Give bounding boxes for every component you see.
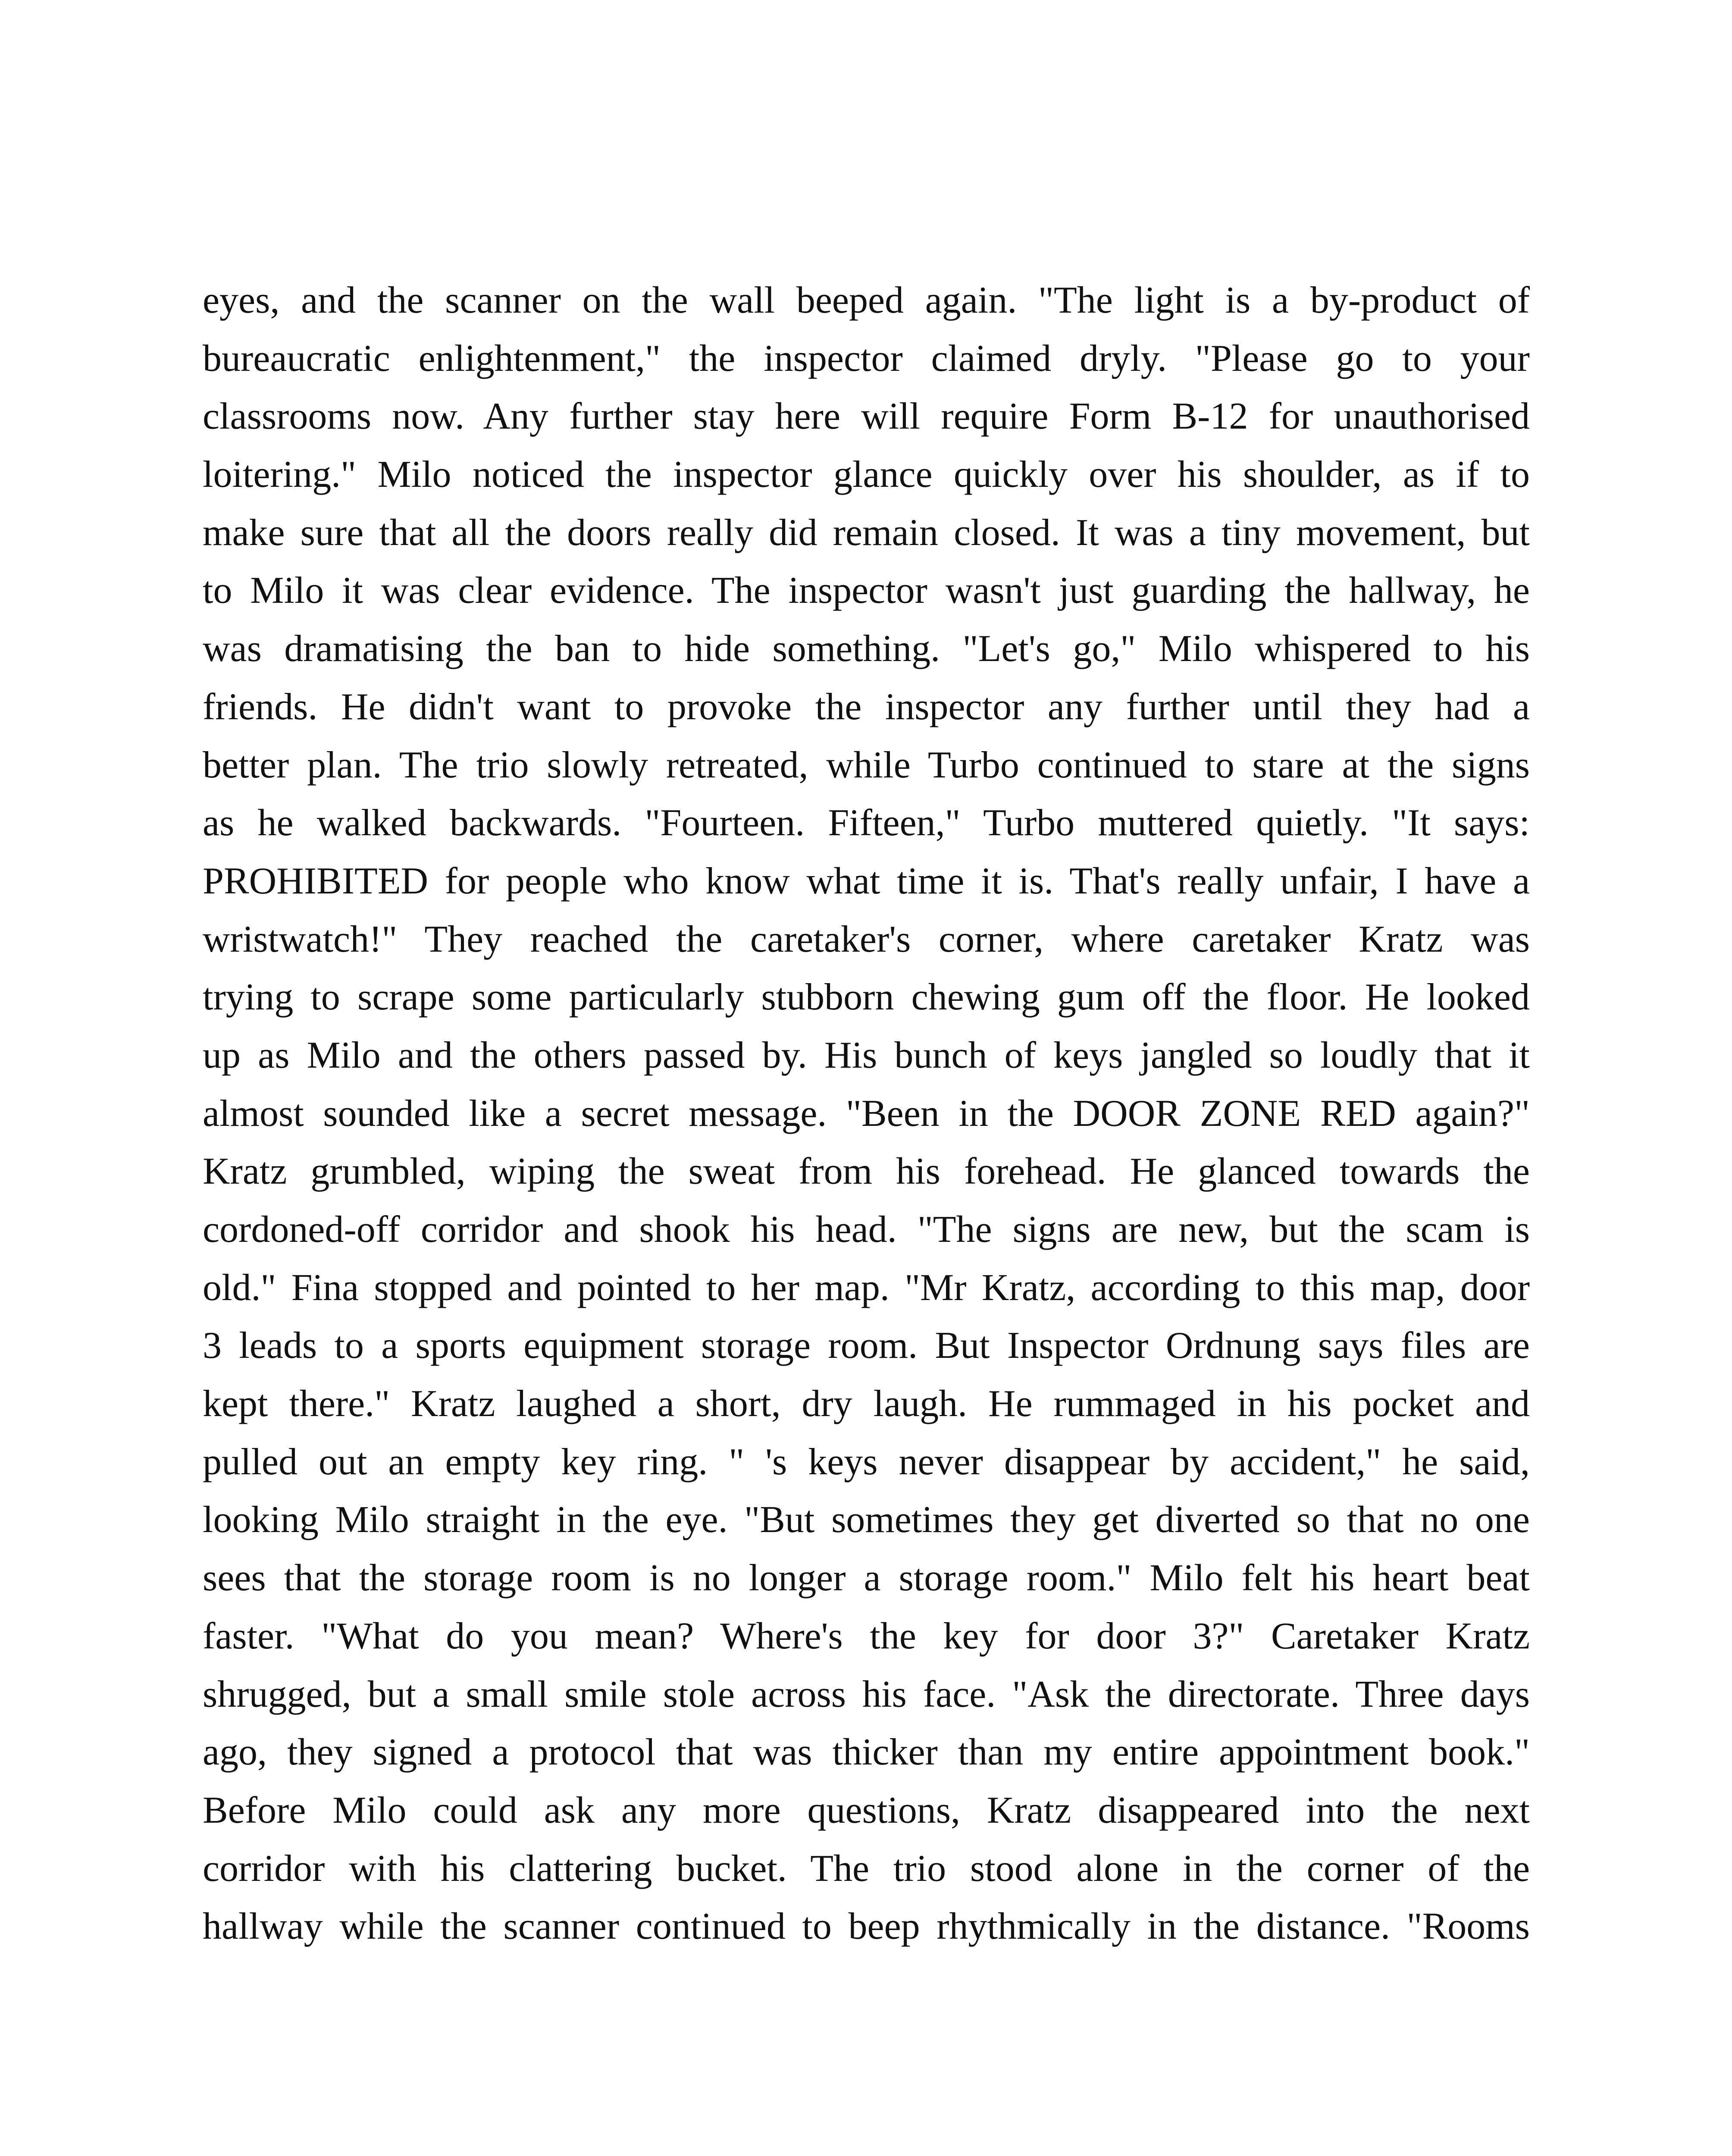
text-line-23: sees that the storage room is no longer a storage room." Milo felt his heart beat: [203, 1557, 1530, 1599]
text-line-20: kept there." Kratz laughed a short, dry laugh. He rummaged in his pocket and: [203, 1383, 1530, 1425]
text-line-19: 3 leads to a sports equipment storage room. But Inspector Ordnung says files are: [203, 1325, 1530, 1367]
text-line-9: better plan. The trio slowly retreated, while Turbo continued to stare at the signs: [203, 744, 1530, 786]
text-line-7: was dramatising the ban to hide something. "Let's go," Milo whispered to his: [203, 628, 1530, 670]
text-line-14: up as Milo and the others passed by. His bunch of keys jangled so loudly that it: [203, 1034, 1530, 1076]
text-line-10: as he walked backwards. "Fourteen. Fifteen," Turbo muttered quietly. "It says:: [203, 802, 1530, 844]
text-line-1: eyes, and the scanner on the wall beeped again. "The light is a by-product of: [203, 279, 1530, 321]
text-line-15: almost sounded like a secret message. "Been in the DOOR ZONE RED again?": [203, 1092, 1530, 1134]
text-line-4: loitering." Milo noticed the inspector glance quickly over his shoulder, as if to: [203, 454, 1530, 496]
text-line-5: make sure that all the doors really did remain closed. It was a tiny movement, but: [203, 511, 1530, 554]
text-line-13: trying to scrape some particularly stubborn chewing gum off the floor. He looked: [203, 976, 1530, 1018]
text-line-6: to Milo it was clear evidence. The inspector wasn't just guarding the hallway, he: [203, 570, 1530, 612]
text-line-29: hallway while the scanner continued to beep rhythmically in the distance. "Rooms: [203, 1905, 1530, 1948]
text-line-3: classrooms now. Any further stay here will require Form B-12 for unauthorised: [203, 395, 1530, 438]
text-line-18: old." Fina stopped and pointed to her map. "Mr Kratz, according to this map, door: [203, 1266, 1530, 1309]
text-line-26: ago, they signed a protocol that was thicker than my entire appointment book.": [203, 1731, 1530, 1774]
text-line-12: wristwatch!" They reached the caretaker's corner, where caretaker Kratz was: [203, 918, 1530, 960]
text-line-24: faster. "What do you mean? Where's the key for door 3?" Caretaker Kratz: [203, 1615, 1530, 1657]
text-line-21: pulled out an empty key ring. " 's keys never disappear by accident," he said,: [203, 1441, 1530, 1483]
text-line-27: Before Milo could ask any more questions, Kratz disappeared into the next: [203, 1789, 1530, 1831]
text-line-11: PROHIBITED for people who know what time it is. That's really unfair, I have a: [203, 860, 1530, 902]
text-line-17: cordoned-off corridor and shook his head. "The signs are new, but the scam is: [203, 1209, 1530, 1250]
text-line-28: corridor with his clattering bucket. The trio stood alone in the corner of the: [203, 1847, 1530, 1890]
text-line-2: bureaucratic enlightenment," the inspector claimed dryly. "Please go to your: [203, 337, 1530, 379]
text-line-25: shrugged, but a small smile stole across his face. "Ask the directorate. Three days: [203, 1673, 1530, 1715]
body-text: [203, 272, 1530, 1956]
text-line-16: Kratz grumbled, wiping the sweat from his forehead. He glanced towards the: [203, 1150, 1530, 1193]
text-line-22: looking Milo straight in the eye. "But sometimes they get diverted so that no one: [203, 1499, 1530, 1541]
text-line-8: friends. He didn't want to provoke the inspector any further until they had a: [203, 686, 1530, 728]
